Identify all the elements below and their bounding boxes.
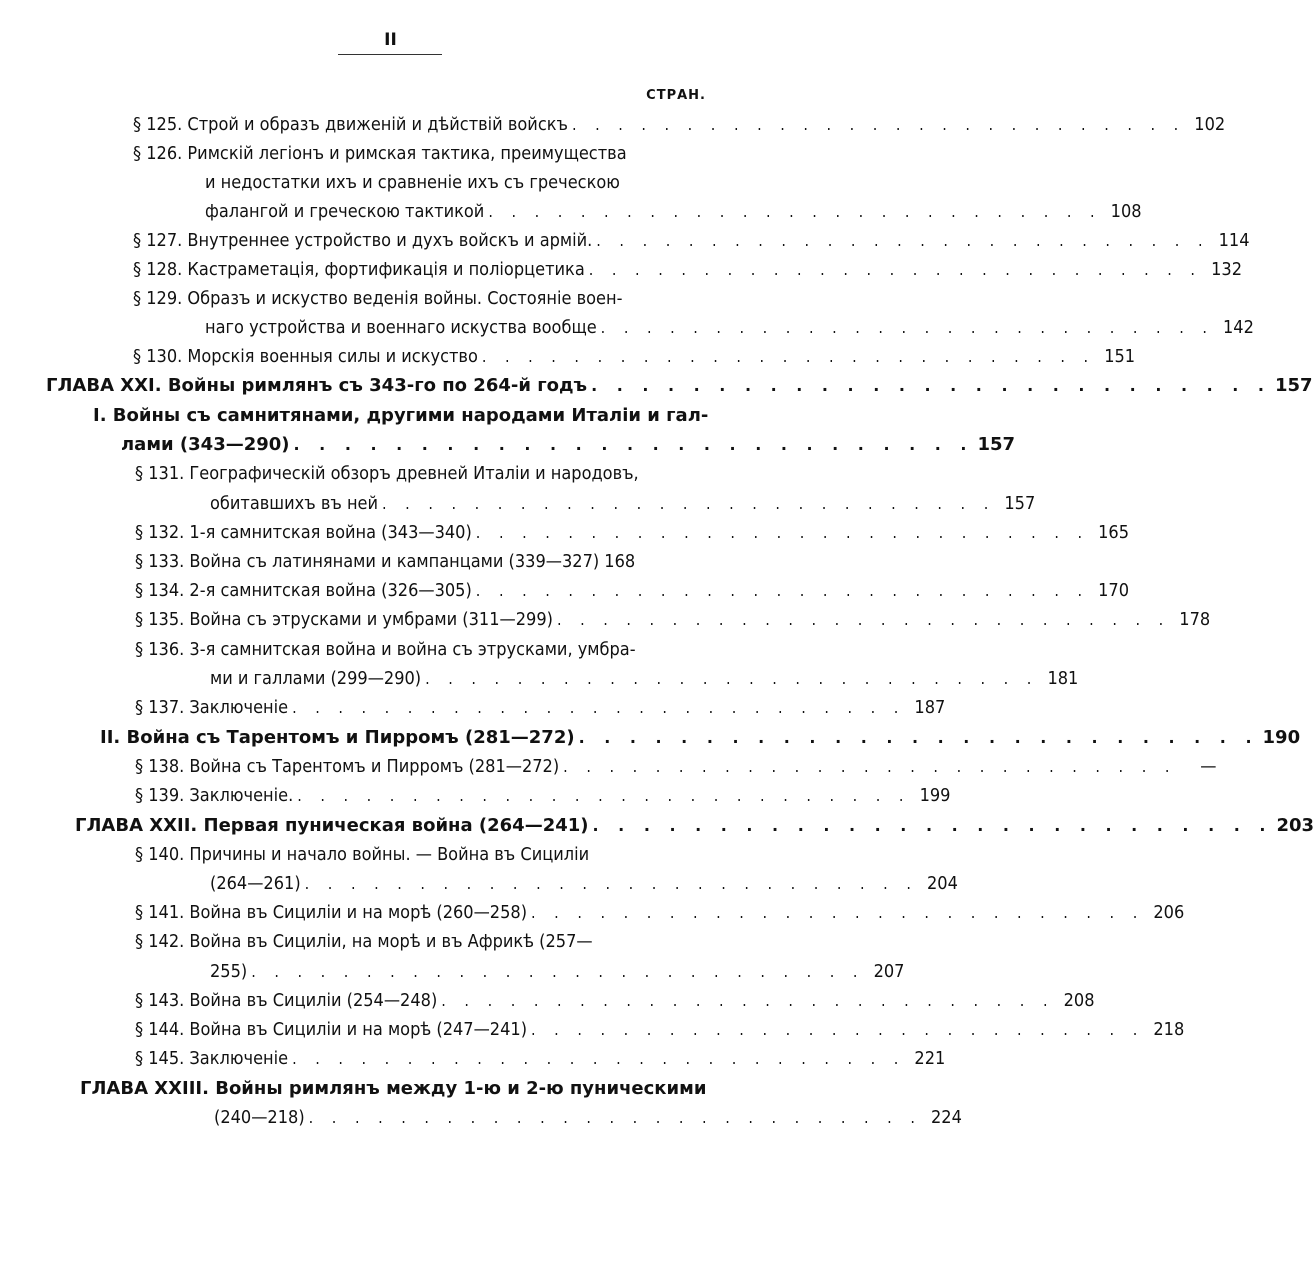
toc-entry: § 134. 2-я самнитская война (326—305) . . . . . . . . . . . . . . . . . . . . . . . . . . . 170 — [135, 580, 1130, 601]
page-number: II — [384, 30, 397, 50]
toc-entry: § 127. Внутреннее устройство и духъ войскъ и армій. . . . . . . . . . . . . . . . . . . . . . . . . . . . 114 — [133, 230, 1250, 251]
toc-entry: § 135. Война съ этрусками и умбрами (311—299) . . . . . . . . . . . . . . . . . . . . . . . . . . . 178 — [135, 609, 1211, 630]
toc-entry: § 136. 3-я самнитская война и война съ этрусками, умбра- — [135, 639, 636, 660]
toc-entry: и недостатки ихъ и сравненіе ихъ съ греческою — [205, 172, 620, 193]
toc-entry: § 126. Римскій легіонъ и римская тактика, преимущества — [133, 143, 627, 164]
toc-chapter-heading: ГЛАВА XXI. Войны римлянъ съ 343-го по 264-й годъ . . . . . . . . . . . . . . . . . . . . . . . . . . . 157 — [46, 375, 1313, 396]
page-column-header: СТРАН. — [646, 88, 706, 103]
header-rule — [338, 54, 442, 55]
toc-entry: 255) . . . . . . . . . . . . . . . . . . . . . . . . . . . 207 — [210, 961, 905, 982]
toc-subheading: лами (343—290) . . . . . . . . . . . . . . . . . . . . . . . . . . . 157 — [121, 434, 1016, 455]
toc-entry: (240—218) . . . . . . . . . . . . . . . . . . . . . . . . . . . 224 — [214, 1107, 962, 1128]
toc-chapter-heading: ГЛАВА XXIII. Войны римлянъ между 1-ю и 2-ю пуническими — [80, 1078, 707, 1099]
toc-subheading: I. Войны съ самнитянами, другими народами Италіи и гал- — [93, 405, 709, 426]
toc-entry: § 145. Заключеніе . . . . . . . . . . . . . . . . . . . . . . . . . . . 221 — [135, 1048, 946, 1069]
toc-entry: § 139. Заключеніе. . . . . . . . . . . . . . . . . . . . . . . . . . . . 199 — [135, 785, 951, 806]
toc-entry: § 125. Строй и образъ движеній и дѣйствій войскъ . . . . . . . . . . . . . . . . . . . . . . . . . . . 102 — [133, 114, 1226, 135]
toc-entry: обитавшихъ въ ней . . . . . . . . . . . . . . . . . . . . . . . . . . . 157 — [210, 493, 1036, 514]
toc-entry: § 144. Война въ Сициліи и на морѣ (247—241) . . . . . . . . . . . . . . . . . . . . . . . . . . . 218 — [135, 1019, 1185, 1040]
toc-entry: § 131. Географическій обзоръ древней Италіи и народовъ, — [135, 463, 639, 484]
toc-entry: § 129. Образъ и искуство веденія войны. Состояніе воен- — [133, 288, 623, 309]
toc-entry: § 138. Война съ Тарентомъ и Пирромъ (281—272) . . . . . . . . . . . . . . . . . . . . . . . . . . . — — [135, 756, 1217, 777]
toc-chapter-heading: ГЛАВА XXII. Первая пуническая война (264—241) . . . . . . . . . . . . . . . . . . . . . . . . . . . 203 — [75, 815, 1314, 836]
toc-entry: фалангой и греческою тактикой . . . . . . . . . . . . . . . . . . . . . . . . . . . 108 — [205, 201, 1142, 222]
toc-entry: § 133. Война съ латинянами и кампанцами (339—327) 168 — [135, 551, 636, 572]
toc-entry: § 143. Война въ Сициліи (254—248) . . . . . . . . . . . . . . . . . . . . . . . . . . . 208 — [135, 990, 1095, 1011]
toc-entry: § 140. Причины и начало войны. — Война въ Сициліи — [135, 844, 590, 865]
toc-entry: (264—261) . . . . . . . . . . . . . . . . . . . . . . . . . . . 204 — [210, 873, 958, 894]
toc-subheading: II. Война съ Тарентомъ и Пирромъ (281—272) . . . . . . . . . . . . . . . . . . . . . . . . . . . 190 — [100, 727, 1301, 748]
toc-entry: § 137. Заключеніе . . . . . . . . . . . . . . . . . . . . . . . . . . . 187 — [135, 697, 946, 718]
toc-entry: § 130. Морскія военныя силы и искуство . . . . . . . . . . . . . . . . . . . . . . . . . . . 151 — [133, 346, 1136, 367]
toc-entry: § 142. Война въ Сициліи, на морѣ и въ Африкѣ (257— — [135, 931, 593, 952]
toc-entry: § 132. 1-я самнитская война (343—340) . . . . . . . . . . . . . . . . . . . . . . . . . . . 165 — [135, 522, 1130, 543]
toc-entry: § 141. Война въ Сициліи и на морѣ (260—258) . . . . . . . . . . . . . . . . . . . . . . . . . . . 206 — [135, 902, 1185, 923]
toc-entry: наго устройства и военнаго искуства вообще . . . . . . . . . . . . . . . . . . . . . . . . . . . 142 — [205, 317, 1254, 338]
toc-entry: ми и галлами (299—290) . . . . . . . . . . . . . . . . . . . . . . . . . . . 181 — [210, 668, 1079, 689]
toc-entry: § 128. Кастраметація, фортификація и поліорцетика . . . . . . . . . . . . . . . . . . . . . . . . . . . 132 — [133, 259, 1242, 280]
